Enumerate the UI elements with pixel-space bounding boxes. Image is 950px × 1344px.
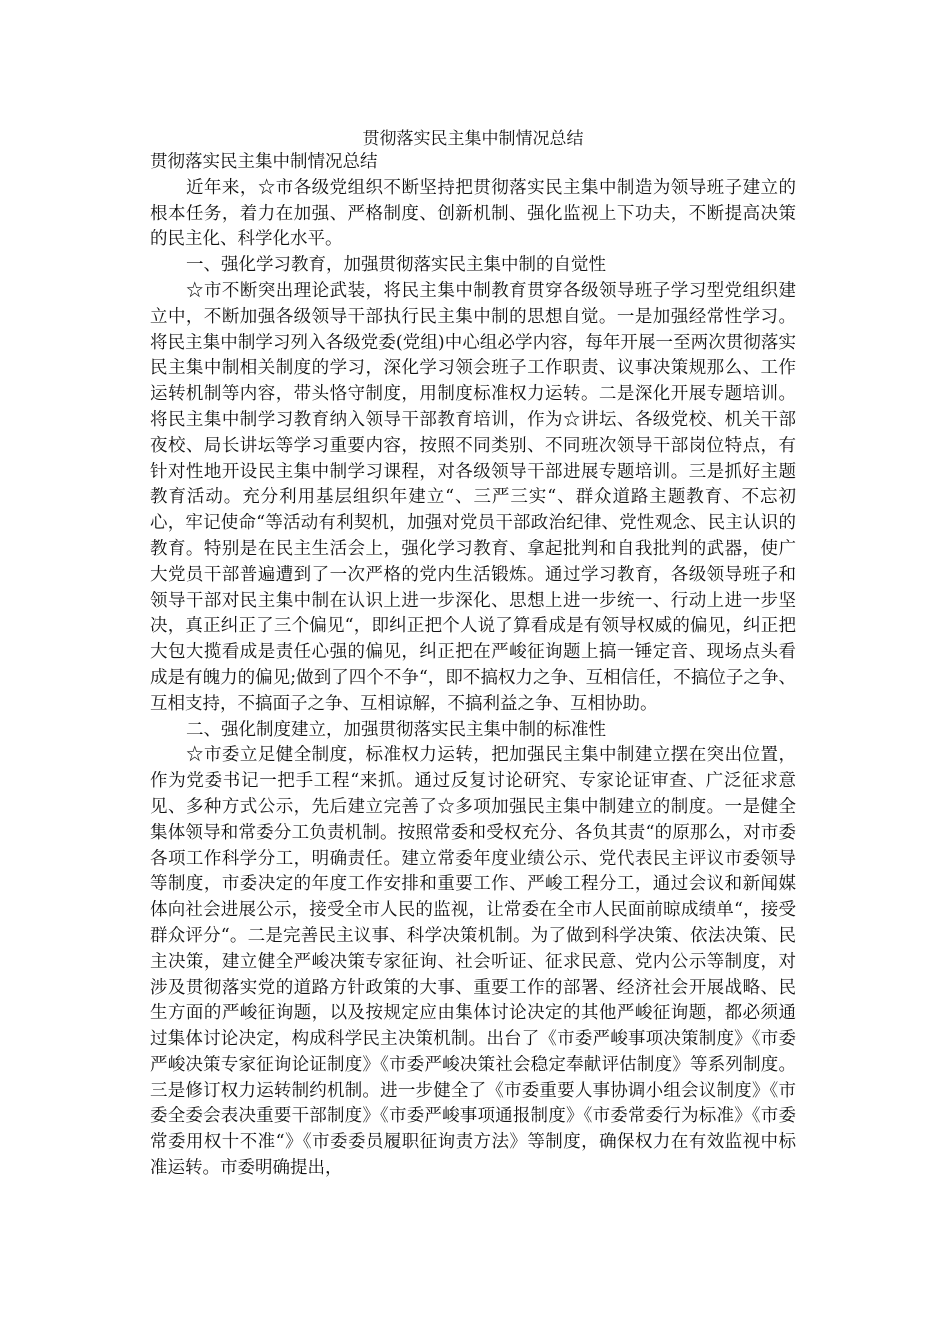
document-subtitle: 贯彻落实民主集中制情况总结 <box>150 152 378 172</box>
paragraph-section-1: ☆市不断突出理论武装，将民主集中制教育贯穿各级领导班子学习型党组织建立中，不断加强各级领导干部执行民主集中制的思想自觉。一是加强经常性学习。将民主集中制学习列入各级党委(党组)中心组必学内容，每年开展一至两次贯彻落实民主集中制相关制度的学习，深化学习领会班子工作职责、议事决策规那么、工作运转机制等内容，带头恪守制度，用制度标准权力运转。二是深化开展专题培训。将民主集中制学习教育纳入领导干部教育培训，作为☆讲坛、各级党校、机关干部夜校、局长讲坛等学习重要内容，按照不同类别、不同班次领导干部岗位特点，有针对性地开设民主集中制学习课程，对各级领导干部进展专题培训。三是抓好主题教育活动。充分利用基层组织年建立“、三严三实“、群众道路主题教育、不忘初心，牢记使命“等活动有利契机，加强对党员干部政治纪律、党性观念、民主认识的教育。特别是在民主生活会上，强化学习教育、拿起批判和自我批判的武器，使广大党员干部普遍遭到了一次严格的党内生活锻炼。通过学习教育，各级领导班子和领导干部对民主集中制在认识上进一步深化、思想上进一步统一、行动上进一步坚决，真正纠正了三个偏见“，即纠正把个人说了算看成是有领导权威的偏见，纠正把大包大揽看成是责任心强的偏见，纠正把在严峻征询题上搞一锤定音、现场点头看成是有魄力的偏见;做到了四个不争“，即不搞权力之争、互相信任，不搞位子之争、互相支持，不搞面子之争、互相谅解，不搞利益之争、互相协助。 <box>150 280 796 714</box>
section-heading-2: 二、强化制度建立，加强贯彻落实民主集中制的标准性 <box>186 719 606 740</box>
section-heading-1: 一、强化学习教育，加强贯彻落实民主集中制的自觉性 <box>186 255 606 276</box>
document-title: 贯彻落实民主集中制情况总结 <box>362 129 584 149</box>
paragraph-intro: 近年来，☆市各级党组织不断坚持把贯彻落实民主集中制造为领导班子建立的根本任务，着力在加强、严格制度、创新机制、强化监视上下功夫，不断提高决策的民主化、科学化水平。 <box>150 177 796 250</box>
document-body <box>150 150 796 1182</box>
paragraph-section-2: ☆市委立足健全制度，标准权力运转，把加强民主集中制建立摆在突出位置，作为党委书记一把手工程“来抓。通过反复讨论研究、专家论证审查、广泛征求意见、多种方式公示，先后建立完善了☆多项加强民主集中制建立的制度。一是健全集体领导和常委分工负责机制。按照常委和受权充分、各负其责“的原那么，对市委各项工作科学分工，明确责任。建立常委年度业绩公示、党代表民主评议市委领导等制度，市委决定的年度工作安排和重要工作、严峻工程分工，通过会议和新闻媒体向社会进展公示，接受全市人民的监视，让常委在全市人民面前晾成绩单“，接受群众评分“。二是完善民主议事、科学决策机制。为了做到科学决策、依法决策、民主决策，建立健全严峻决策专家征询、社会听证、征求民意、党内公示等制度，对涉及贯彻落实党的道路方针政策的大事、重要工作的部署、经济社会开展战略、民生方面的严峻征询题，以及按规定应由集体讨论决定的其他严峻征询题，都必须通过集体讨论决定，构成科学民主决策机制。出台了《市委严峻事项决策制度》《市委严峻决策专家征询论证制度》《市委严峻决策社会稳定奉献评估制度》等系列制度。三是修订权力运转制约机制。进一步健全了《市委重要人事协调小组会议制度》《市委全委会表决重要干部制度》《市委严峻事项通报制度》《市委常委行为标准》《市委常委用权十不准“》《市委委员履职征询责方法》等制度，确保权力在有效监视中标准运转。市委明确提出， <box>150 745 796 1179</box>
